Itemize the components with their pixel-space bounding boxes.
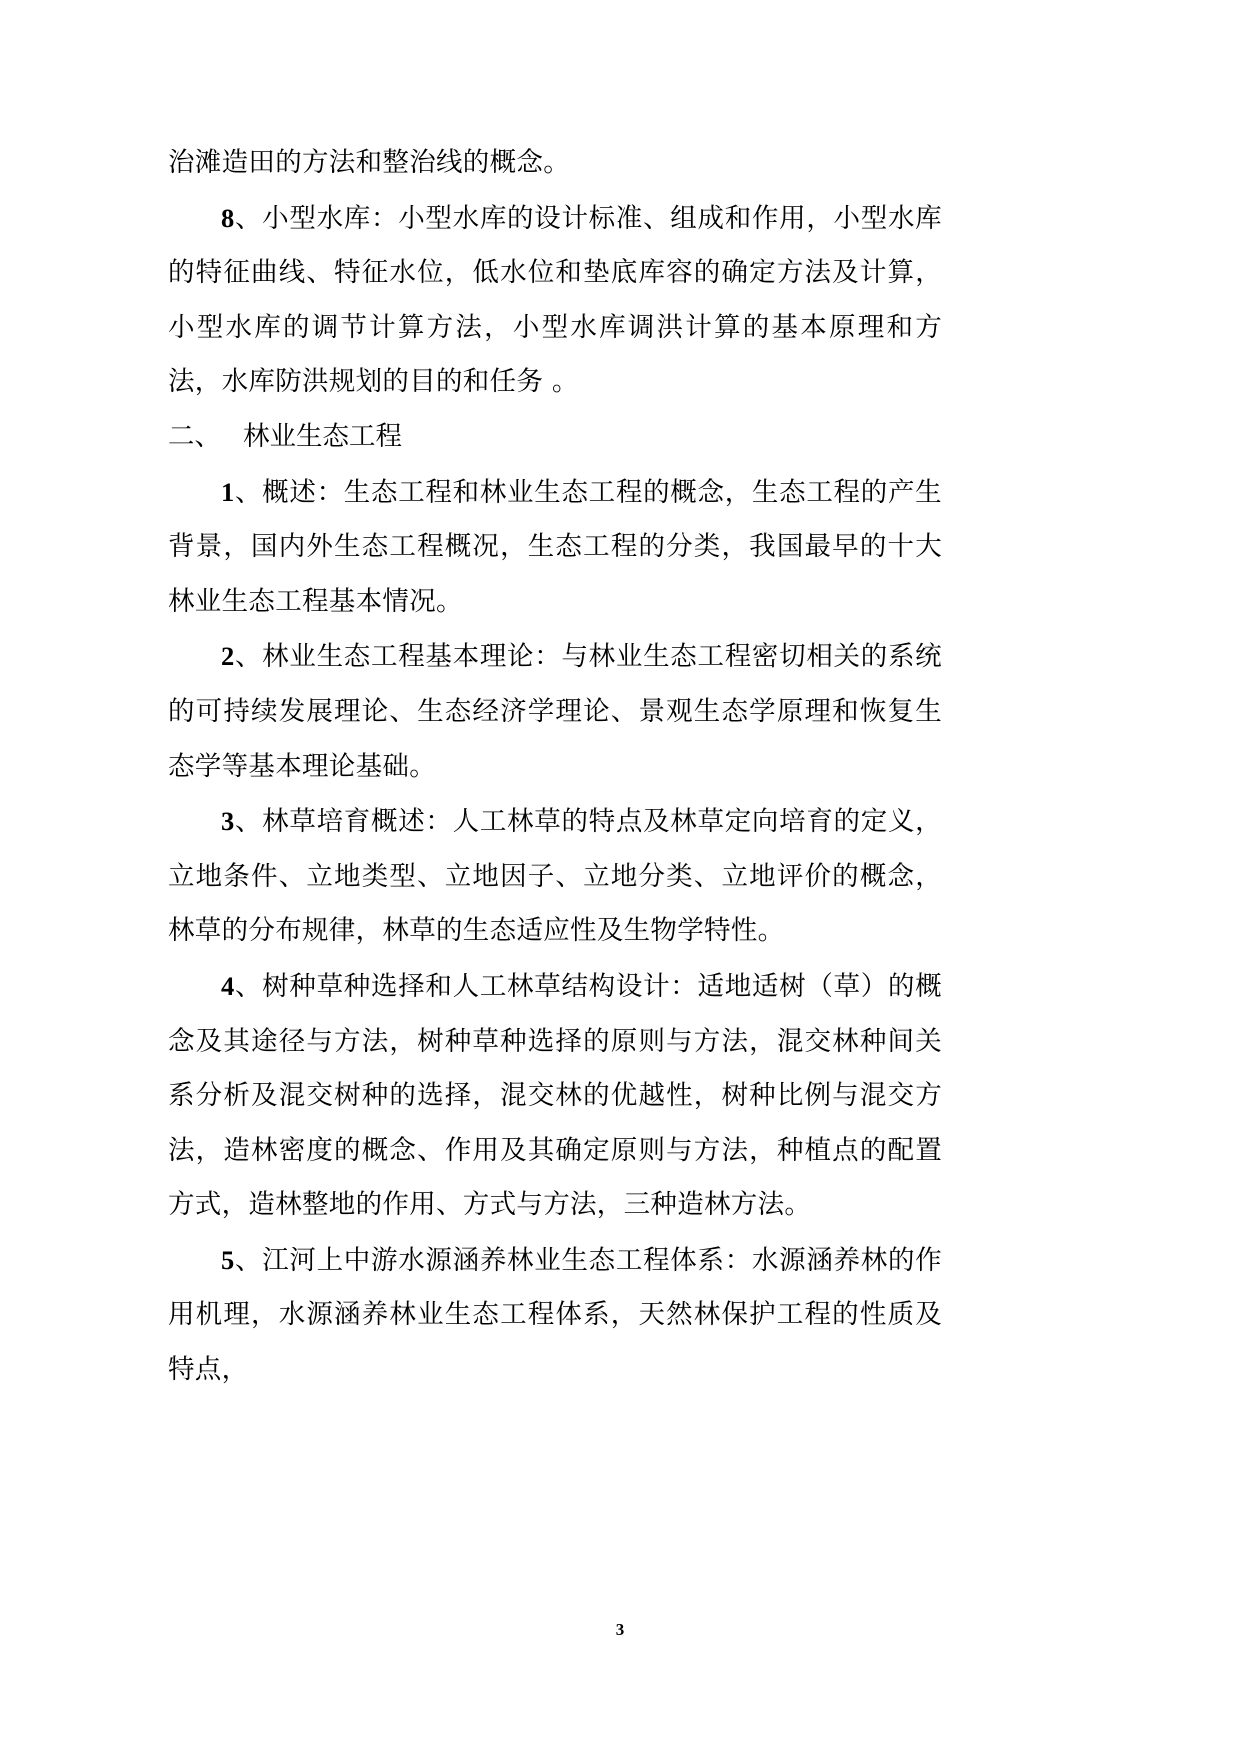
- paragraph-continued: 治滩造田的方法和整治线的概念。: [168, 147, 570, 178]
- page-number: 3: [615, 1620, 625, 1639]
- paragraph-text: 、林业生态工程基本理论：与林业生态工程密切相关的系统的可持续发展理论、生态经济学理论、景观生态学原理和恢复生态学等基本理论基础。: [168, 641, 942, 782]
- item-number: 5: [221, 1244, 235, 1275]
- item-number: 4: [221, 970, 235, 1001]
- item-number: 1: [221, 476, 235, 507]
- section-heading: [168, 410, 942, 465]
- paragraph-item-2: [168, 629, 942, 794]
- section-heading-number: 二、: [168, 420, 221, 452]
- document-page-body: [168, 136, 942, 1398]
- paragraph-text: 、林草培育概述：人工林草的特点及林草定向培育的定义，立地条件、立地类型、立地因子、立地分类、立地评价的概念，林草的分布规律，林草的生态适应性及生物学特性。: [168, 806, 942, 947]
- section-heading-title: 林业生态工程: [243, 420, 402, 452]
- paragraph-item-4: [168, 959, 942, 1233]
- paragraph-text: 、江河上中游水源涵养林业生态工程体系：水源涵养林的作用机理，水源涵养林业生态工程体系，天然林保护工程的性质及特点，: [168, 1244, 942, 1386]
- item-number: 2: [221, 641, 235, 672]
- paragraph-item-3: [168, 794, 942, 959]
- paragraph-item-5: [168, 1233, 942, 1398]
- item-number: 3: [221, 806, 235, 837]
- paragraph-text: 、小型水库：小型水库的设计标准、组成和作用，小型水库的特征曲线、特征水位，低水位和垫底库容的确定方法及计算，小型水库的调节计算方法，小型水库调洪计算的基本原理和方法，水库防洪规划的目的和任务 。: [168, 202, 942, 398]
- item-number: 8: [221, 202, 235, 233]
- paragraph-item-8: [168, 191, 942, 410]
- paragraph-text: 、树种草种选择和人工林草结构设计：适地适树（草）的概念及其途径与方法，树种草种选择的原则与方法，混交林种间关系分析及混交树种的选择，混交林的优越性，树种比例与混交方法，造林密度的概念、作用及其确定原则与方法，种植点的配置方式，造林整地的作用、方式与方法，三种造林方法。: [168, 970, 942, 1221]
- paragraph-text: 、概述：生态工程和林业生态工程的概念，生态工程的产生背景，国内外生态工程概况，生态工程的分类，我国最早的十大林业生态工程基本情况。: [168, 476, 942, 617]
- paragraph-item-1: [168, 465, 942, 630]
